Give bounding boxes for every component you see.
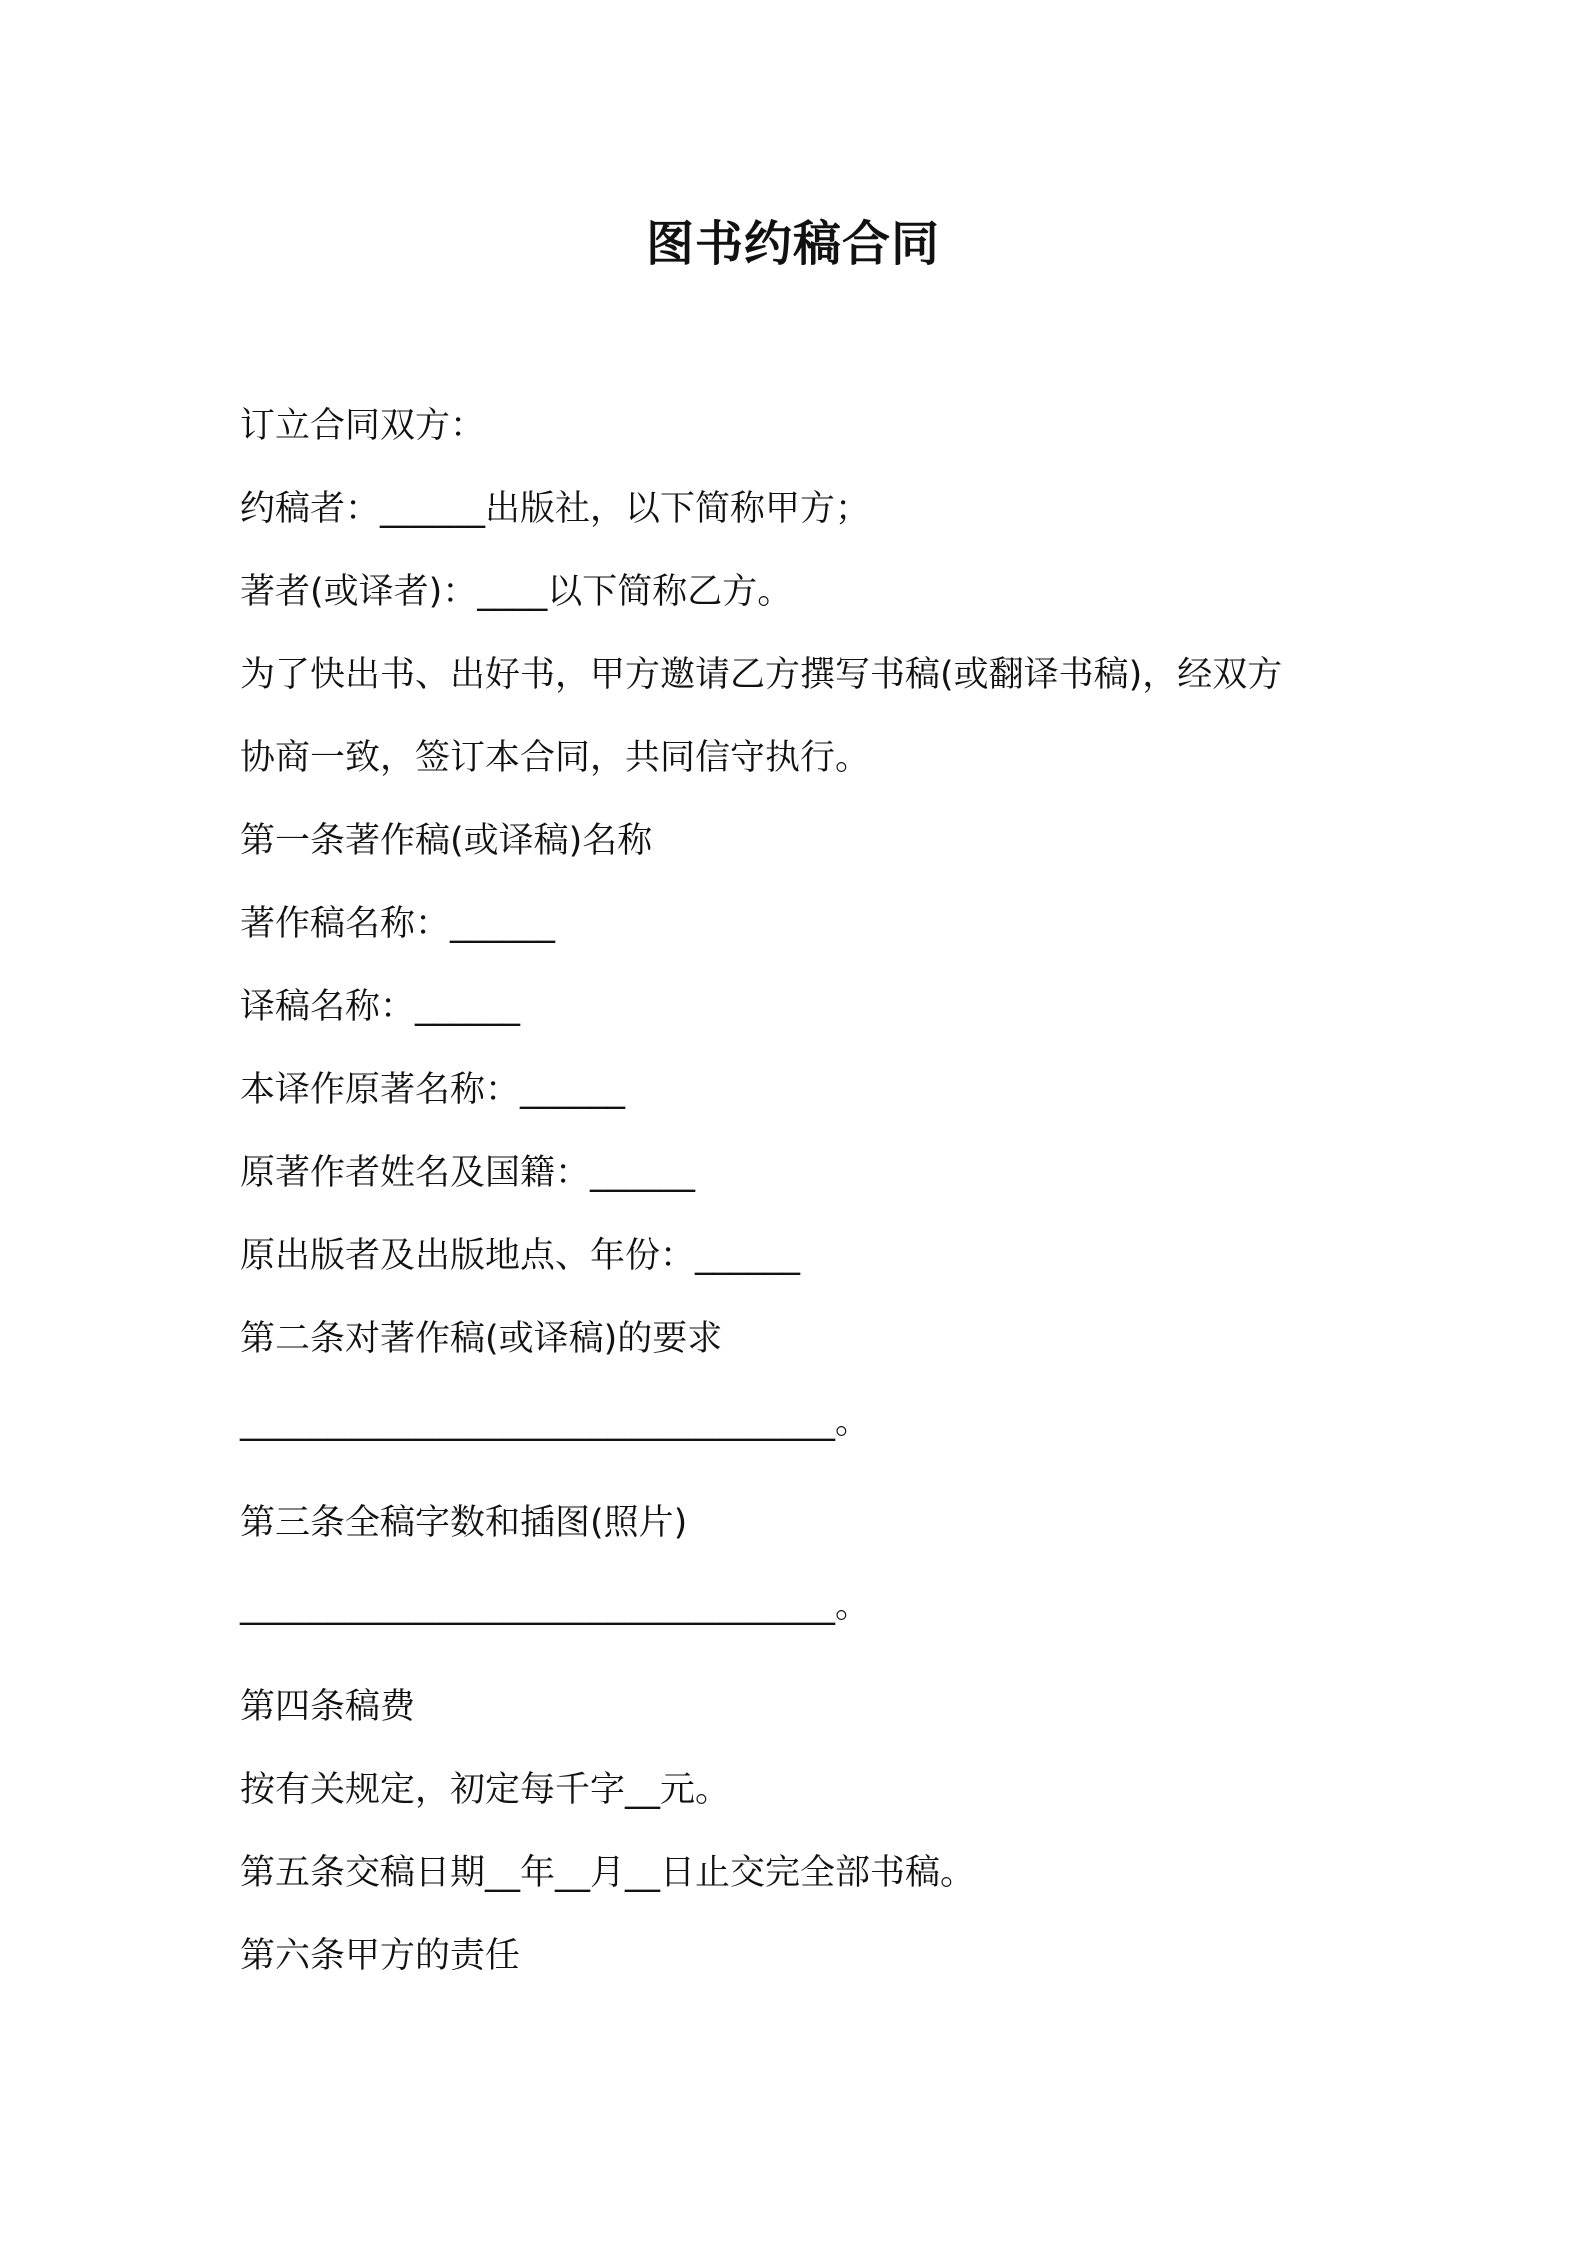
fee-line: 按有关规定，初定每千字__元。	[240, 1770, 731, 1810]
original-title-field: 本译作原著名称：______	[240, 1070, 626, 1110]
parties-heading: 订立合同双方：	[240, 406, 486, 446]
article-4-heading: 第四条稿费	[240, 1687, 416, 1727]
party-a-line: 约稿者：______出版社，以下简称甲方；	[240, 489, 871, 529]
article-5-line: 第五条交稿日期__年__月__日止交完全部书稿。	[240, 1853, 976, 1893]
article-6-heading: 第六条甲方的责任	[240, 1936, 521, 1976]
purpose-line-1: 为了快出书、出好书，甲方邀请乙方撰写书稿(或翻译书稿)，经双方	[240, 655, 1283, 695]
article-1-heading: 第一条著作稿(或译稿)名称	[240, 821, 653, 861]
document-body	[240, 402, 1380, 2015]
original-author-field: 原著作者姓名及国籍：______	[240, 1153, 696, 1193]
translation-name-field: 译稿名称：______	[240, 987, 521, 1027]
article-2-heading: 第二条对著作稿(或译稿)的要求	[240, 1319, 723, 1359]
article-3-blank: __________________________________。	[240, 1586, 871, 1626]
document-title: 图书约稿合同	[645, 216, 940, 272]
original-publisher-field: 原出版者及出版地点、年份：______	[240, 1236, 801, 1276]
manuscript-name-field: 著作稿名称：______	[240, 904, 556, 944]
article-2-blank: __________________________________。	[240, 1402, 871, 1442]
purpose-line-2: 协商一致，签订本合同，共同信守执行。	[240, 738, 871, 778]
party-b-line: 著者(或译者)：____以下简称乙方。	[240, 572, 793, 612]
article-3-heading: 第三条全稿字数和插图(照片)	[240, 1503, 688, 1543]
